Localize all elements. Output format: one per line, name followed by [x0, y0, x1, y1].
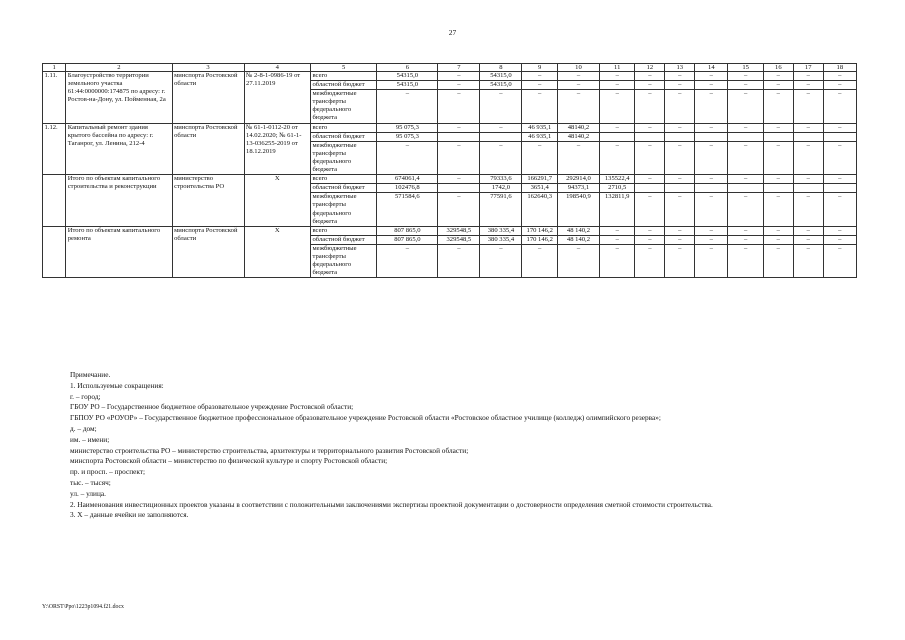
value-cell: –	[480, 141, 522, 174]
value-cell	[728, 184, 763, 193]
value-cell: –	[695, 193, 728, 226]
value-cell	[438, 132, 480, 141]
abbreviation-item: г. – город;	[70, 391, 101, 401]
value-cell: –	[522, 141, 557, 174]
value-cell: –	[600, 226, 635, 235]
value-cell: –	[728, 123, 763, 132]
value-cell: 1742,0	[480, 184, 522, 193]
value-cell: –	[377, 90, 438, 123]
value-cell: –	[823, 193, 856, 226]
value-cell: –	[635, 193, 665, 226]
abbreviation-item: минспорта Ростовской области – министерство по физической культуре и спорту Ростовской области;	[70, 456, 388, 466]
approval-document: Х	[244, 175, 310, 227]
value-cell: 79333,6	[480, 175, 522, 184]
abbreviation-item: министерство строительства РО – министерство строительства, архитектуры и территориального развития Ростовской области;	[70, 445, 469, 455]
value-cell: –	[665, 81, 695, 90]
value-cell: 162640,3	[522, 193, 557, 226]
value-cell: –	[728, 175, 763, 184]
value-cell: –	[438, 90, 480, 123]
value-cell: 54315,0	[480, 81, 522, 90]
value-cell: 54315,0	[377, 72, 438, 81]
value-cell: 674061,4	[377, 175, 438, 184]
value-cell: –	[695, 175, 728, 184]
value-cell: –	[635, 141, 665, 174]
value-cell: –	[763, 235, 793, 244]
project-name: Капитальный ремонт здания крытого бассейна по адресу: г. Таганрог, ул. Ленина, 212-4	[66, 123, 172, 175]
value-cell: –	[793, 90, 823, 123]
funding-source: областной бюджет	[310, 132, 376, 141]
value-cell	[695, 184, 728, 193]
notes-heading: Примечание.	[70, 370, 111, 379]
column-number: 18	[823, 64, 856, 72]
value-cell: –	[665, 193, 695, 226]
project-name: Итого по объектам капитального ремонта	[66, 226, 172, 278]
value-cell: 95 075,3	[377, 123, 438, 132]
abbreviation-item: ул. – улица.	[70, 488, 106, 498]
project-name: Итого по объектам капитального строительства и реконструкции	[66, 175, 172, 227]
value-cell: 170 146,2	[522, 235, 557, 244]
value-cell: –	[665, 123, 695, 132]
column-number: 10	[557, 64, 599, 72]
value-cell: –	[695, 72, 728, 81]
value-cell: 166291,7	[522, 175, 557, 184]
value-cell: –	[557, 90, 599, 123]
value-cell	[728, 132, 763, 141]
value-cell	[665, 184, 695, 193]
value-cell: –	[522, 81, 557, 90]
funding-source: межбюджетные трансферты федерального бюджета	[310, 244, 376, 277]
column-number: 16	[763, 64, 793, 72]
value-cell: –	[695, 90, 728, 123]
abbreviation-item: им. – имени;	[70, 434, 110, 444]
value-cell: –	[557, 81, 599, 90]
value-cell: –	[695, 244, 728, 277]
value-cell: 170 146,2	[522, 226, 557, 235]
value-cell: –	[480, 123, 522, 132]
approval-document: Х	[244, 226, 310, 278]
table-row	[43, 123, 857, 132]
column-number: 15	[728, 64, 763, 72]
column-number-row	[43, 64, 857, 72]
column-number: 7	[438, 64, 480, 72]
value-cell: –	[600, 123, 635, 132]
funding-source: всего	[310, 72, 376, 81]
value-cell: –	[763, 90, 793, 123]
column-number: 1	[43, 64, 66, 72]
funding-source: областной бюджет	[310, 184, 376, 193]
value-cell: –	[763, 141, 793, 174]
value-cell: –	[600, 235, 635, 244]
value-cell	[793, 184, 823, 193]
value-cell: –	[480, 90, 522, 123]
value-cell: –	[600, 141, 635, 174]
value-cell: –	[728, 72, 763, 81]
funding-source: межбюджетные трансферты федерального бюджета	[310, 141, 376, 174]
funding-source: межбюджетные трансферты федерального бюджета	[310, 90, 376, 123]
value-cell: –	[557, 141, 599, 174]
value-cell: –	[728, 90, 763, 123]
value-cell: –	[600, 81, 635, 90]
column-number: 5	[310, 64, 376, 72]
value-cell: –	[728, 235, 763, 244]
value-cell: –	[823, 226, 856, 235]
value-cell: –	[728, 244, 763, 277]
value-cell: –	[793, 175, 823, 184]
project-name: Благоустройство территории земельного участка 61:44:0000000:174875 по адресу: г. Ростов-на-Дону, ул. Пойменная, 2а	[66, 72, 172, 124]
value-cell: 77591,6	[480, 193, 522, 226]
value-cell: 807 865,0	[377, 226, 438, 235]
value-cell	[793, 132, 823, 141]
value-cell: –	[793, 123, 823, 132]
column-number: 11	[600, 64, 635, 72]
funding-source: областной бюджет	[310, 81, 376, 90]
column-number: 9	[522, 64, 557, 72]
value-cell: –	[522, 244, 557, 277]
value-cell: –	[438, 141, 480, 174]
notes-item-1: 1. Используемые сокращения:	[70, 380, 164, 390]
value-cell: –	[635, 235, 665, 244]
value-cell: –	[438, 123, 480, 132]
value-cell: –	[823, 235, 856, 244]
value-cell	[480, 132, 522, 141]
value-cell: 329548,5	[438, 226, 480, 235]
value-cell	[823, 132, 856, 141]
value-cell: –	[823, 244, 856, 277]
value-cell: –	[793, 81, 823, 90]
value-cell: –	[635, 81, 665, 90]
page-number: 27	[448, 28, 457, 37]
value-cell	[600, 132, 635, 141]
value-cell	[635, 184, 665, 193]
value-cell: –	[793, 244, 823, 277]
abbreviations-list	[66, 392, 861, 500]
value-cell: 48140,2	[557, 132, 599, 141]
abbreviation-item: ГБОУ РО – Государственное бюджетное образовательное учреждение Ростовской области;	[70, 402, 354, 412]
value-cell: 135522,4	[600, 175, 635, 184]
value-cell: –	[600, 244, 635, 277]
value-cell: –	[635, 90, 665, 123]
value-cell	[823, 184, 856, 193]
value-cell: –	[728, 193, 763, 226]
value-cell: –	[438, 81, 480, 90]
value-cell: 54315,0	[480, 72, 522, 81]
abbreviation-item: пр. и просп. – проспект;	[70, 467, 146, 477]
value-cell: 48 140,2	[557, 226, 599, 235]
value-cell: –	[763, 72, 793, 81]
value-cell: –	[438, 193, 480, 226]
table-row	[43, 72, 857, 81]
value-cell: –	[728, 81, 763, 90]
value-cell: 102476,8	[377, 184, 438, 193]
value-cell: –	[557, 244, 599, 277]
value-cell: –	[635, 244, 665, 277]
value-cell: –	[763, 81, 793, 90]
value-cell: –	[665, 175, 695, 184]
value-cell: –	[665, 90, 695, 123]
column-number: 3	[172, 64, 244, 72]
customer-name: минспорта Ростовской области	[172, 72, 244, 124]
funding-source: всего	[310, 226, 376, 235]
value-cell: 94373,1	[557, 184, 599, 193]
value-cell: –	[763, 175, 793, 184]
value-cell: –	[438, 175, 480, 184]
value-cell: –	[793, 226, 823, 235]
approval-document: № 2-8-1-0986-19 от 27.11.2019	[244, 72, 310, 124]
customer-name: минспорта Ростовской области	[172, 123, 244, 175]
value-cell: –	[823, 90, 856, 123]
value-cell: 46 935,1	[522, 132, 557, 141]
value-cell: –	[793, 72, 823, 81]
value-cell	[763, 132, 793, 141]
value-cell: –	[438, 244, 480, 277]
value-cell: –	[695, 81, 728, 90]
value-cell: 132811,9	[600, 193, 635, 226]
funding-source: межбюджетные трансферты федерального бюджета	[310, 193, 376, 226]
value-cell: –	[695, 235, 728, 244]
value-cell: –	[665, 72, 695, 81]
abbreviation-item: тыс. – тысяч;	[70, 477, 111, 487]
investment-table	[42, 63, 857, 278]
value-cell: –	[823, 141, 856, 174]
value-cell: –	[635, 175, 665, 184]
row-number: 1.11.	[43, 72, 66, 124]
value-cell: –	[763, 244, 793, 277]
value-cell: –	[635, 123, 665, 132]
value-cell	[665, 132, 695, 141]
value-cell: –	[665, 244, 695, 277]
customer-name: минспорта Ростовской области	[172, 226, 244, 278]
value-cell: –	[823, 72, 856, 81]
notes-item-3: 3. Х – данные ячейки не заполняются.	[70, 510, 189, 520]
notes-item-2: 2. Наименования инвестиционных проектов указаны в соответствии с положительными заключениями экспертизы проектной документации о достоверности определения сметной стоимости строительства.	[70, 499, 713, 509]
column-number: 13	[665, 64, 695, 72]
value-cell: –	[823, 81, 856, 90]
value-cell: 3651,4	[522, 184, 557, 193]
notes-section	[66, 370, 861, 521]
abbreviation-item: ГБПОУ РО «РОУОР» – Государственное бюджетное профессиональное образовательное учреждение Ростовской области «Ростовское областное училище (колледж) олимпийского резерва»;	[70, 413, 661, 423]
value-cell: –	[728, 141, 763, 174]
value-cell	[695, 132, 728, 141]
column-number: 2	[66, 64, 172, 72]
value-cell: –	[438, 72, 480, 81]
value-cell: –	[522, 72, 557, 81]
column-number: 17	[793, 64, 823, 72]
funding-source: всего	[310, 123, 376, 132]
value-cell: –	[728, 226, 763, 235]
value-cell: 198540,9	[557, 193, 599, 226]
value-cell: 380 335,4	[480, 235, 522, 244]
value-cell: 95 075,3	[377, 132, 438, 141]
value-cell: –	[665, 141, 695, 174]
value-cell: –	[635, 226, 665, 235]
abbreviation-item: д. – дом;	[70, 423, 97, 433]
column-number: 14	[695, 64, 728, 72]
value-cell: –	[695, 141, 728, 174]
value-cell: –	[522, 90, 557, 123]
value-cell: –	[635, 72, 665, 81]
value-cell: 48 140,2	[557, 235, 599, 244]
value-cell: –	[600, 72, 635, 81]
value-cell	[763, 184, 793, 193]
value-cell: –	[823, 123, 856, 132]
funding-source: областной бюджет	[310, 235, 376, 244]
value-cell: –	[793, 193, 823, 226]
row-number	[43, 226, 66, 278]
row-number: 1.12.	[43, 123, 66, 175]
row-number	[43, 175, 66, 227]
value-cell	[635, 132, 665, 141]
value-cell: 329548,5	[438, 235, 480, 244]
value-cell	[438, 184, 480, 193]
value-cell: –	[763, 193, 793, 226]
customer-name: министерство строительства РО	[172, 175, 244, 227]
value-cell: 2710,5	[600, 184, 635, 193]
column-number: 6	[377, 64, 438, 72]
value-cell: –	[665, 226, 695, 235]
table-row	[43, 226, 857, 235]
table-row	[43, 175, 857, 184]
value-cell: –	[793, 235, 823, 244]
value-cell: –	[695, 123, 728, 132]
column-number: 8	[480, 64, 522, 72]
column-number: 12	[635, 64, 665, 72]
column-number: 4	[244, 64, 310, 72]
value-cell: 46 935,1	[522, 123, 557, 132]
approval-document: № 61-1-0112-20 от 14.02.2020; № 61-1-13-036255-2019 от 18.12.2019	[244, 123, 310, 175]
value-cell: –	[665, 235, 695, 244]
funding-source: всего	[310, 175, 376, 184]
value-cell: 292914,0	[557, 175, 599, 184]
file-path-footer: Y:\ORST\Ppo\1223p1094.f21.docx	[42, 604, 124, 610]
value-cell: –	[377, 244, 438, 277]
value-cell: –	[823, 175, 856, 184]
value-cell: –	[695, 226, 728, 235]
value-cell: 807 865,0	[377, 235, 438, 244]
value-cell: 48140,2	[557, 123, 599, 132]
value-cell: 380 335,4	[480, 226, 522, 235]
value-cell: –	[377, 141, 438, 174]
value-cell: –	[763, 226, 793, 235]
value-cell: –	[763, 123, 793, 132]
value-cell: –	[793, 141, 823, 174]
value-cell: –	[557, 72, 599, 81]
value-cell: –	[600, 90, 635, 123]
value-cell: 571584,6	[377, 193, 438, 226]
value-cell: 54315,0	[377, 81, 438, 90]
value-cell: –	[480, 244, 522, 277]
